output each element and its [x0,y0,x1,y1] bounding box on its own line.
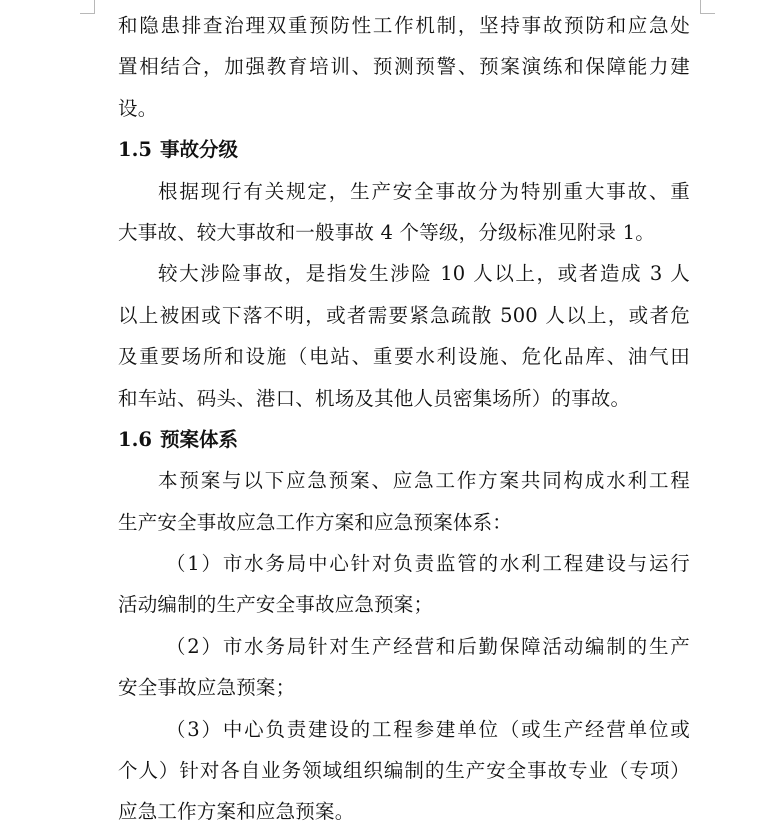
paragraph-line: 置相结合，加强教育培训、预测预警、预案演练和保障能力建 [118,55,690,79]
paragraph-line: 根据现行有关规定，生产安全事故分为特别重大事故、重 [158,179,690,203]
list-item-line: 应急工作方案和应急预案。 [118,800,355,824]
section-heading-1-6 [118,419,690,460]
list-item-line: 安全事故应急预案； [118,676,296,700]
paragraph-line: 较大涉险事故，是指发生涉险 10 人以上，或者造成 3 人 [158,262,690,286]
section-number: 1.6 [118,427,152,451]
paragraph-line: 设。 [118,96,158,120]
list-item-line: （1）市水务局中心针对负责监管的水利工程建设与运行 [166,552,690,576]
paragraph-line: 以上被困或下落不明，或者需要紧急疏散 500 人以上，或者危 [118,303,690,327]
list-item-line: 活动编制的生产安全事故应急预案； [118,593,434,617]
crop-mark-top-left [80,0,95,14]
paragraph-line: 生产安全事故应急工作方案和应急预案体系： [118,510,513,534]
paragraph-line: 和隐患排查治理双重预防性工作机制，坚持事故预防和应急处 [118,14,690,37]
section-number: 1.5 [118,138,152,162]
paragraph-line: 本预案与以下应急预案、应急工作方案共同构成水利工程 [158,469,690,493]
paragraph-line: 大事故、较大事故和一般事故 4 个等级，分级标准见附录 1。 [118,220,655,244]
crop-mark-top-right [700,0,715,14]
list-item-line: 个人）针对各自业务领域组织编制的生产安全事故专业（专项） [118,759,690,783]
section-heading-1-5 [118,129,690,170]
document-body[interactable] [118,5,690,833]
paragraph-line: 及重要场所和设施（电站、重要水利设施、危化品库、油气田 [118,345,690,369]
list-item-line: （3）中心负责建设的工程参建单位（或生产经营单位或 [166,717,690,741]
section-title: 预案体系 [159,427,238,451]
list-item-line: （2）市水务局针对生产经营和后勤保障活动编制的生产 [166,634,690,658]
paragraph-line: 和车站、码头、港口、机场及其他人员密集场所）的事故。 [118,386,631,410]
section-title: 事故分级 [159,138,238,162]
